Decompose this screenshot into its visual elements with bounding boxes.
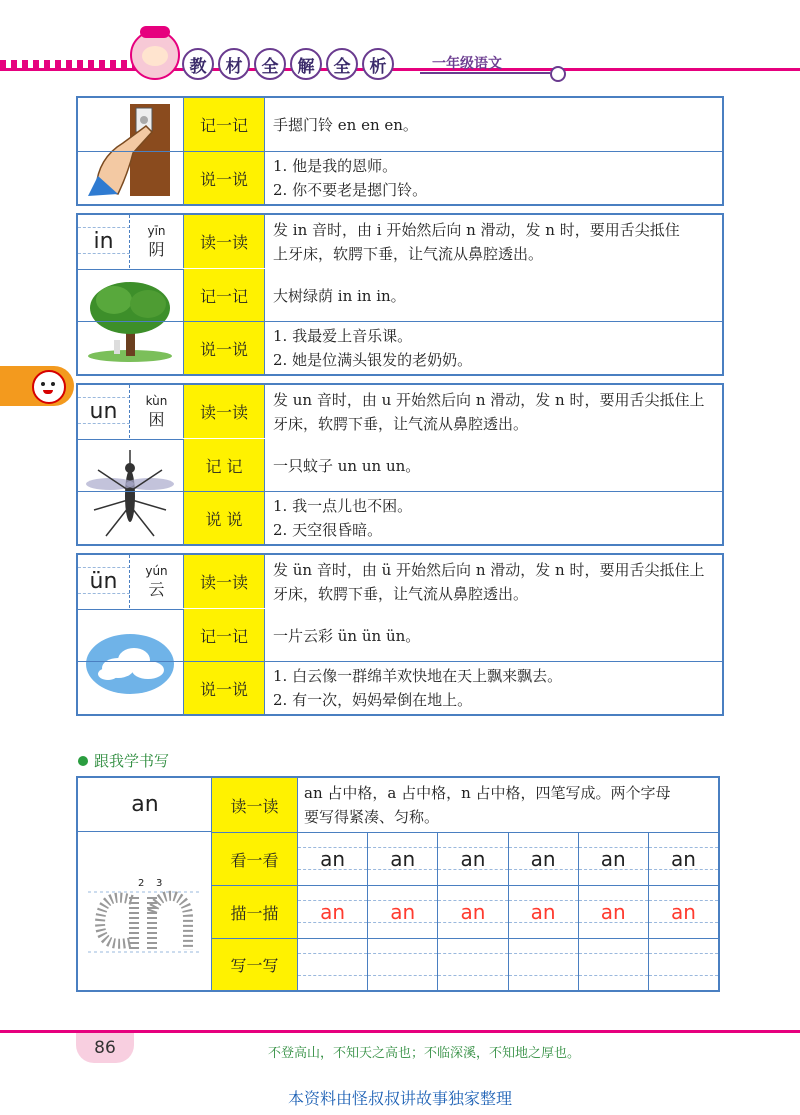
look-grid <box>298 833 718 885</box>
title-char: 解 <box>290 48 322 80</box>
text-line: 牙床，软腭下垂，让气流从鼻腔透出。 <box>273 414 529 433</box>
grade-dot <box>550 66 566 82</box>
source-note: 本资料由怪叔叔讲故事独家整理 <box>287 1089 512 1108</box>
stroke-number: 2 <box>138 878 145 889</box>
proverb: 不登高山，不知天之高也；不临深溪，不知地之厚也。 <box>268 1046 581 1061</box>
text-line: 要写得紧凑、匀称。 <box>304 808 440 826</box>
in-row-read <box>78 215 722 268</box>
look-cell: an <box>298 833 368 885</box>
label-speak: 说一说 <box>183 152 265 204</box>
title-char: 教 <box>182 48 214 80</box>
label-read: 读一读 <box>183 215 265 268</box>
label-memorize: 记 记 <box>183 439 265 492</box>
stroke-number: 3 <box>156 878 163 889</box>
label-speak: 说 说 <box>183 492 265 544</box>
trace-cell[interactable]: an <box>368 886 438 938</box>
writing-instructions <box>304 778 712 832</box>
trace-cell[interactable]: an <box>298 886 368 938</box>
header-rule <box>0 68 800 71</box>
text-line: 2. 天空很昏暗。 <box>273 521 383 539</box>
trace-cell[interactable]: an <box>649 886 718 938</box>
text-line: 1. 我一点儿也不困。 <box>273 497 413 515</box>
un-row-memorize <box>78 439 722 492</box>
look-cell: an <box>368 833 438 885</box>
label-memorize: 记一记 <box>183 98 265 151</box>
write-cell[interactable] <box>649 939 718 990</box>
text-line: 一只蚊子 un un un。 <box>273 456 421 475</box>
pinyin: yīn <box>147 223 166 238</box>
grade-underline <box>420 72 550 74</box>
section-title <box>78 750 169 771</box>
letter-in: in <box>78 215 130 268</box>
title-char: 材 <box>218 48 250 80</box>
text-line: 1. 我最爱上音乐课。 <box>273 327 413 345</box>
label-read: 读一读 <box>183 555 265 608</box>
text-line: 发 ün 音时，由 ü 开始然后向 n 滑动，发 n 时，要用舌尖抵住上 <box>273 560 705 579</box>
in-header <box>78 215 183 268</box>
label-speak: 说一说 <box>183 662 265 714</box>
in-block <box>76 213 724 376</box>
trace-grid <box>298 886 718 938</box>
section-title-text: 跟我学书写 <box>94 752 170 770</box>
label-speak: 说一说 <box>183 322 265 374</box>
write-grid <box>298 939 718 990</box>
cat-face-icon <box>32 370 66 404</box>
text-line: 大树绿荫 in in in。 <box>273 286 406 305</box>
writing-letter: an <box>78 778 212 832</box>
text-line: 2. 她是位满头银发的老奶奶。 <box>273 351 473 369</box>
in-row-speak <box>78 321 722 374</box>
hanzi: 困 <box>148 409 165 429</box>
write-cell[interactable] <box>509 939 579 990</box>
page-number: 86 <box>76 1033 134 1063</box>
writing-left <box>78 778 212 990</box>
vn-block <box>76 553 724 716</box>
vn-row-read <box>78 555 722 608</box>
look-cell: an <box>438 833 508 885</box>
text-line: an 占中格，a 占中格，n 占中格，四笔写成。两个字母 <box>304 784 671 802</box>
look-cell: an <box>579 833 649 885</box>
in-row-memorize <box>78 269 722 322</box>
title-char: 全 <box>326 48 358 80</box>
un-row-speak <box>78 491 722 544</box>
label-read: 读一读 <box>183 385 265 438</box>
pinyin: yún <box>145 563 168 578</box>
en-row-speak <box>78 151 722 204</box>
pinyin: kùn <box>145 393 168 408</box>
text-line: 2. 有一次，妈妈晕倒在地上。 <box>273 691 473 709</box>
write-cell[interactable] <box>579 939 649 990</box>
label-trace: 描一描 <box>212 886 298 938</box>
bullet-icon <box>78 756 88 766</box>
text-line: 牙床，软腭下垂，让气流从鼻腔透出。 <box>273 584 529 603</box>
hanzi: 阴 <box>148 239 165 259</box>
text-line: 发 un 音时，由 u 开始然后向 n 滑动，发 n 时，要用舌尖抵住上 <box>273 390 705 409</box>
label-read: 读一读 <box>212 778 298 832</box>
en-row-memorize <box>78 98 722 151</box>
write-cell[interactable] <box>298 939 368 990</box>
stroke-order-diagram <box>88 842 200 982</box>
text-line: 1. 白云像一群绵羊欢快地在天上飘来飘去。 <box>273 667 563 685</box>
grade-subject: 一年级语文 <box>432 56 502 72</box>
page-header <box>0 0 800 95</box>
un-header <box>78 385 183 438</box>
label-memorize: 记一记 <box>183 269 265 322</box>
text-line: 发 in 音时，由 i 开始然后向 n 滑动，发 n 时，要用舌尖抵住 <box>273 220 680 239</box>
book-title <box>182 48 394 80</box>
writing-table <box>76 776 720 992</box>
trace-cell[interactable]: an <box>438 886 508 938</box>
un-row-read <box>78 385 722 438</box>
look-cell: an <box>649 833 718 885</box>
text-line: 2. 你不要老是摁门铃。 <box>273 181 428 199</box>
text-line: 1. 他是我的恩师。 <box>273 157 398 175</box>
vn-header <box>78 555 183 608</box>
side-tab <box>0 366 74 406</box>
look-cell: an <box>509 833 579 885</box>
label-write: 写一写 <box>212 939 298 990</box>
en-block <box>76 96 724 206</box>
vn-row-memorize <box>78 609 722 662</box>
trace-cell[interactable]: an <box>579 886 649 938</box>
label-look: 看一看 <box>212 833 298 885</box>
write-cell[interactable] <box>438 939 508 990</box>
text-line: 上牙床，软腭下垂，让气流从鼻腔透出。 <box>273 244 544 263</box>
hanzi: 云 <box>148 579 165 599</box>
title-char: 全 <box>254 48 286 80</box>
un-block <box>76 383 724 546</box>
write-cell[interactable] <box>368 939 438 990</box>
text-line: 手摁门铃 en en en。 <box>273 115 418 134</box>
trace-cell[interactable]: an <box>509 886 579 938</box>
letter-un: un <box>78 385 130 438</box>
letter-vn: ün <box>78 555 130 608</box>
label-memorize: 记一记 <box>183 609 265 662</box>
mascot-girl-icon <box>130 30 180 80</box>
vn-row-speak <box>78 661 722 714</box>
text-line: 一片云彩 ün ün ün。 <box>273 626 421 645</box>
title-char: 析 <box>362 48 394 80</box>
